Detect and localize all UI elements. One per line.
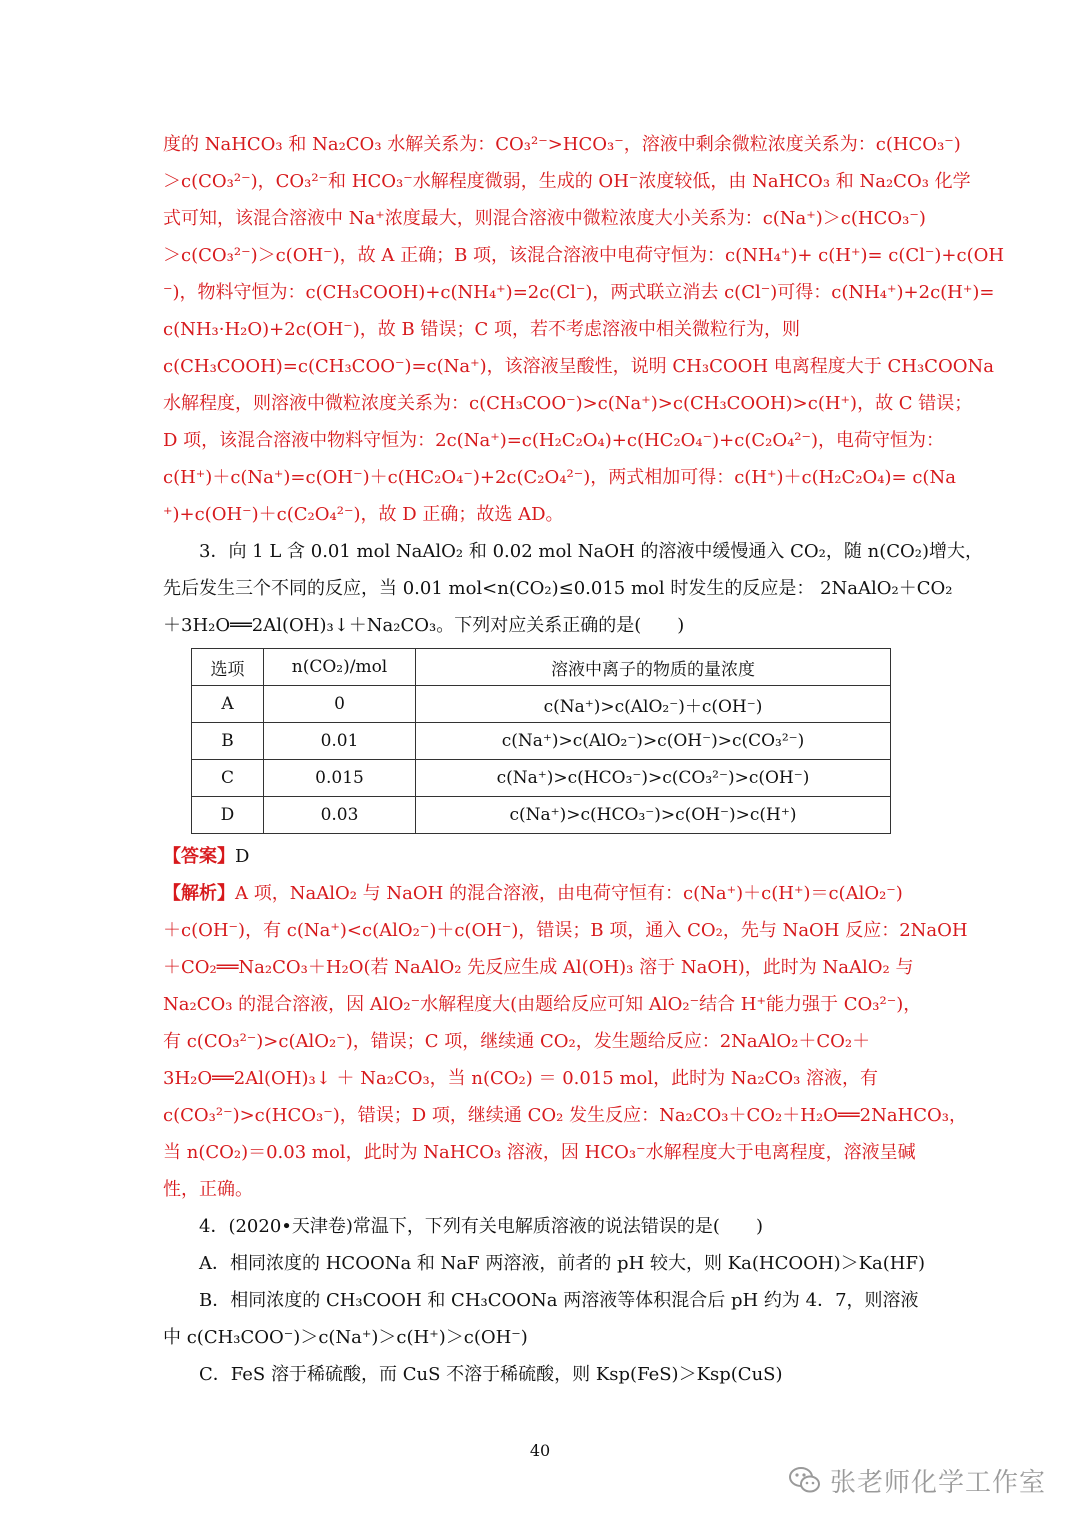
analysis-line: Na₂CO₃ 的混合溶液，因 AlO₂⁻水解程度大(由题给反应可知 AlO₂⁻结合 H⁺能力强于 CO₃²⁻)， [163,994,922,1015]
option-a: A．相同浓度的 HCOONa 和 NaF 两溶液，前者的 pH 较大，则 Ka(HCOOH)＞Ka(HF) [199,1253,926,1274]
analysis-line: ＋CO₂══Na₂CO₃＋H₂O(若 NaAlO₂ 先反应生成 Al(OH)₃ 溶于 NaOH)，此时为 NaAlO₂ 与 [163,957,914,978]
page-number: 40 [529,1441,551,1460]
table-cell: 0 [264,686,416,723]
analysis-text: A 项，NaAlO₂ 与 NaOH 的混合溶液，由电荷守恒有：c(Na⁺)＋c(H⁺)＝c(AlO₂⁻) [235,883,903,904]
table-cell: 0.01 [264,723,416,760]
text-line: ＞c(CO₃²⁻)，CO₃²⁻和 HCO₃⁻水解程度微弱，生成的 OH⁻浓度较低，由 NaHCO₃ 和 Na₂CO₃ 化学 [163,171,971,192]
text-line: ⁻)，物料守恒为：c(CH₃COOH)+c(NH₄⁺)=2c(Cl⁻)，两式联立消去 c(Cl⁻)可得：c(NH₄⁺)+2c(H⁺)= [163,282,995,303]
analysis-line: 性，正确。 [163,1179,253,1200]
table-cell: B [192,723,264,760]
analysis-tag: 【解析】 [163,883,235,904]
question-stem-line: 3．向 1 L 含 0.01 mol NaAlO₂ 和 0.02 mol NaOH 的溶液中缓慢通入 CO₂，随 n(CO₂)增大， [199,541,983,562]
analysis-block [163,875,968,1208]
question-4 [163,1208,926,1393]
answer-value: D [235,846,250,867]
question-stem-line: 先后发生三个不同的反应，当 0.01 mol<n(CO₂)≤0.015 mol 时发生的反应是： 2NaAlO₂＋CO₂ [163,578,953,599]
answer-tag: 【答案】 [163,846,235,867]
table-cell: A [192,686,264,723]
table-row [192,686,891,723]
table-header: 选项 [192,649,264,686]
watermark-text: 张老师化学工作室 [829,1467,1046,1498]
table-cell: c(Na⁺)>c(HCO₃⁻)>c(CO₃²⁻)>c(OH⁻) [416,760,891,797]
text-line: c(NH₃·H₂O)+2c(OH⁻)，故 B 错误；C 项，若不考虑溶液中相关微粒行为，则 [163,319,800,340]
text-line: 度的 NaHCO₃ 和 Na₂CO₃ 水解关系为：CO₃²⁻>HCO₃⁻，溶液中剩余微粒浓度关系为：c(HCO₃⁻) [163,134,961,155]
analysis-line: 3H₂O══2Al(OH)₃↓ ＋ Na₂CO₃，当 n(CO₂) ＝ 0.015 mol，此时为 Na₂CO₃ 溶液，有 [163,1068,879,1089]
table-cell: 0.015 [264,760,416,797]
table-row [192,723,891,760]
analysis-line [163,875,919,912]
table-cell: C [192,760,264,797]
text-line: 式可知，该混合溶液中 Na⁺浓度最大，则混合溶液中微粒浓度大小关系为：c(Na⁺)＞c(HCO₃⁻) [163,208,926,229]
analysis-line: c(CO₃²⁻)>c(HCO₃⁻)，错误；D 项，继续通 CO₂ 发生反应：Na₂CO₃＋CO₂＋H₂O══2NaHCO₃， [163,1105,967,1126]
table-cell: c(Na⁺)>c(HCO₃⁻)>c(OH⁻)>c(H⁺) [416,797,891,834]
table-cell: 0.03 [264,797,416,834]
question-stem-line: ＋3H₂O══2Al(OH)₃↓＋Na₂CO₃。下列对应关系正确的是( ) [163,615,685,636]
text-line: 水解程度，则溶液中微粒浓度关系为：c(CH₃COO⁻)>c(Na⁺)>c(CH₃COOH)>c(H⁺)，故 C 错误； [163,393,973,414]
wechat-icon [788,1463,822,1497]
option-c: C．FeS 溶于稀硫酸，而 CuS 不溶于稀硫酸，则 Ksp(FeS)＞Ksp(CuS) [199,1364,783,1385]
option-b-cont: 中 c(CH₃COO⁻)＞c(Na⁺)＞c(H⁺)＞c(OH⁻) [163,1327,528,1348]
page-content [163,126,1005,1393]
question-stem: 4．(2020•天津卷)常温下，下列有关电解质溶液的说法错误的是( ) [199,1216,763,1237]
explanation-continuation [163,126,1005,533]
text-line: D 项，该混合溶液中物料守恒为：2c(Na⁺)=c(H₂C₂O₄)+c(HC₂O₄⁻)+c(C₂O₄²⁻)，电荷守恒为： [163,430,945,451]
watermark [788,1460,1046,1500]
analysis-line: 当 n(CO₂)＝0.03 mol，此时为 NaHCO₃ 溶液，因 HCO₃⁻水解程度大于电离程度，溶液呈碱 [163,1142,916,1163]
question-3 [163,533,983,1208]
option-b: B．相同浓度的 CH₃COOH 和 CH₃COONa 两溶液等体积混合后 pH 约为 4．7，则溶液 [199,1290,919,1311]
analysis-line: ＋c(OH⁻)，有 c(Na⁺)<c(AlO₂⁻)＋c(OH⁻)，错误；B 项，通入 CO₂，先与 NaOH 反应：2NaOH [163,920,968,941]
table-cell: c(Na⁺)>c(AlO₂⁻)＋c(OH⁻) [416,686,891,723]
table-header: n(CO₂)/mol [264,649,416,686]
table-row [192,797,891,834]
table-header: 溶液中离子的物质的量浓度 [416,649,891,686]
table-header-row [192,649,891,686]
text-line: ＞c(CO₃²⁻)＞c(OH⁻)，故 A 正确；B 项，该混合溶液中电荷守恒为：c(NH₄⁺)+ c(H⁺)= c(Cl⁻)+c(OH [163,245,1005,266]
text-line: c(CH₃COOH)=c(CH₃COO⁻)=c(Na⁺)，该溶液呈酸性，说明 CH₃COOH 电离程度大于 CH₃COONa [163,356,994,377]
analysis-line: 有 c(CO₃²⁻)>c(AlO₂⁻)，错误；C 项，继续通 CO₂，发生题给反应：2NaAlO₂＋CO₂＋ [163,1031,871,1052]
options-table [191,648,891,834]
text-line: ⁺)+c(OH⁻)＋c(C₂O₄²⁻)，故 D 正确；故选 AD。 [163,504,564,525]
table-cell: D [192,797,264,834]
answer-line [163,838,919,875]
table-row [192,760,891,797]
text-line: c(H⁺)＋c(Na⁺)=c(OH⁻)＋c(HC₂O₄⁻)+2c(C₂O₄²⁻)，两式相加可得：c(H⁺)＋c(H₂C₂O₄)= c(Na [163,467,956,488]
table-cell: c(Na⁺)>c(AlO₂⁻)>c(OH⁻)>c(CO₃²⁻) [416,723,891,760]
